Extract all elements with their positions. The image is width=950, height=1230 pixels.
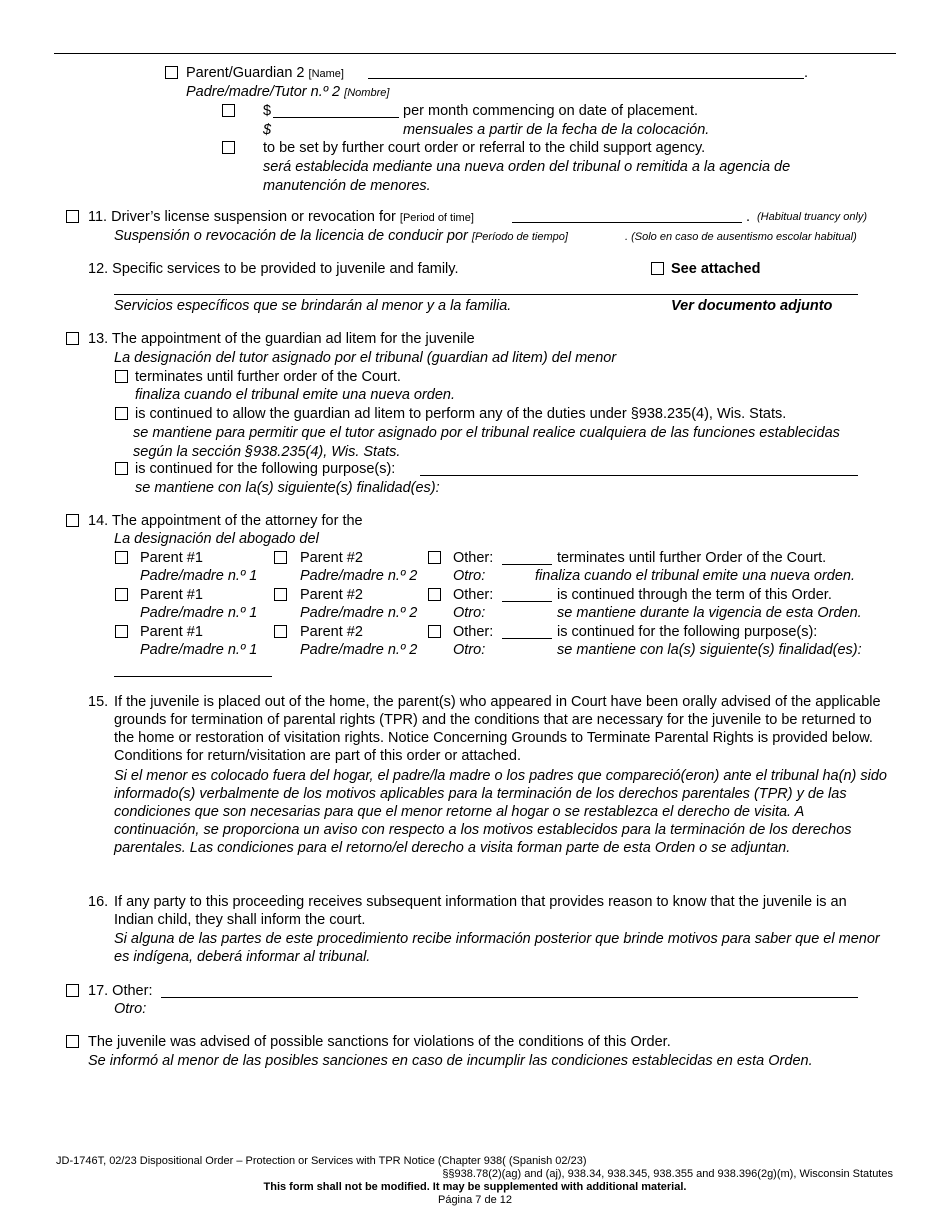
gal-continued-purpose-text-es: se mantiene con la(s) siguiente(s) finalidad(es):	[135, 480, 440, 496]
attorney-row3-parent2-label: Parent #2	[300, 624, 363, 640]
see-attached-label-es: Ver documento adjunto	[671, 298, 833, 314]
attorney-row2-other-line[interactable]	[502, 601, 552, 602]
attorney-purpose-line[interactable]	[114, 676, 272, 677]
attorney-row3-action: is continued for the following purpose(s):	[557, 624, 818, 640]
attorney-row2-other-label-es: Otro:	[453, 605, 486, 621]
item14-checkbox[interactable]	[66, 514, 79, 527]
attorney-row1-parent2-checkbox[interactable]	[274, 551, 287, 564]
attorney-row2-action-es: se mantiene durante la vigencia de esta Orden.	[557, 605, 862, 621]
attorney-row3-action-es: se mantiene con la(s) siguiente(s) finalidad(es):	[557, 642, 862, 658]
see-attached-label: See attached	[671, 261, 761, 277]
attorney-row3-other-checkbox[interactable]	[428, 625, 441, 638]
attorney-row1-action-es: finaliza cuando el tribunal emite una nueva orden.	[535, 568, 856, 584]
attorney-row3-parent2-checkbox[interactable]	[274, 625, 287, 638]
item11-checkbox[interactable]	[66, 210, 79, 223]
footer-statutes: §§938.78(2)(ag) and (aj), 938.34, 938.345, 938.355 and 938.396(2g)(m), Wisconsin Statutes	[442, 1168, 893, 1180]
item11-note-es: . (Solo en caso de ausentismo escolar habitual)	[625, 231, 857, 243]
attorney-row3-other-label: Other:	[453, 624, 494, 640]
set-by-order-text-es-1: será establecida mediante una nueva orden del tribunal o remitida a la agencia de	[263, 159, 791, 175]
parent2-label-es: Padre/madre/Tutor n.º 2 [Nombre]	[186, 84, 390, 100]
gal-terminates-text-es: finaliza cuando el tribunal emite una nueva orden.	[135, 387, 456, 403]
attorney-row2-parent2-label: Parent #2	[300, 587, 363, 603]
set-by-order-checkbox[interactable]	[222, 141, 235, 154]
parent2-checkbox[interactable]	[165, 66, 178, 79]
attorney-row3-other-line[interactable]	[502, 638, 552, 639]
item16-number: 16.	[88, 894, 109, 910]
footer-notice: This form shall not be modified. It may be supplemented with additional material.	[263, 1181, 687, 1193]
parent2-period: .	[804, 65, 809, 81]
gal-terminates-text: terminates until further order of the Court.	[135, 369, 401, 385]
item17-text: 17. Other:	[88, 983, 153, 999]
top-rule	[54, 53, 896, 54]
item11-dot: .	[746, 209, 751, 225]
attorney-row1-other-checkbox[interactable]	[428, 551, 441, 564]
item17-checkbox[interactable]	[66, 984, 79, 997]
item13-text-es: La designación del tutor asignado por el tribunal (guardian ad litem) del menor	[114, 350, 617, 366]
per-month-checkbox[interactable]	[222, 104, 235, 117]
attorney-row1-action: terminates until further Order of the Court.	[557, 550, 827, 566]
attorney-row2-parent1-checkbox[interactable]	[115, 588, 128, 601]
attorney-row2-parent1-label: Parent #1	[140, 587, 203, 603]
gal-continued-duties-text: is continued to allow the guardian ad litem to perform any of the duties under §938.235(4), Wis. Stats.	[135, 406, 787, 422]
item13-text: 13. The appointment of the guardian ad litem for the juvenile	[88, 331, 475, 347]
gal-continued-purpose-text: is continued for the following purpose(s):	[135, 461, 396, 477]
attorney-row2-other-label: Other:	[453, 587, 494, 603]
attorney-row1-parent1-label: Parent #1	[140, 550, 203, 566]
gal-continued-duties-text-es-2: según la sección §938.235(4), Wis. Stats.	[133, 444, 401, 460]
item15-number: 15.	[88, 694, 109, 710]
item12-text-es: Servicios específicos que se brindarán al menor y a la familia.	[114, 298, 512, 314]
per-month-dollar-es: $	[263, 122, 272, 138]
set-by-order-text-es-2: manutención de menores.	[263, 178, 431, 194]
attorney-row3-parent1-label: Parent #1	[140, 624, 203, 640]
attorney-row1-other-label: Other:	[453, 550, 494, 566]
attorney-row3-parent1-label-es: Padre/madre n.º 1	[140, 642, 258, 658]
gal-continued-duties-checkbox[interactable]	[115, 407, 128, 420]
attorney-row2-action: is continued through the term of this Order.	[557, 587, 832, 603]
footer-form-id: JD-1746T, 02/23 Dispositional Order – Protection or Services with TPR Notice (Chapter 938( (Spanish 02/23)	[56, 1155, 587, 1167]
footer-page-number: Página 7 de 12	[437, 1194, 512, 1206]
item11-text: 11. Driver’s license suspension or revocation for [Period of time]	[88, 209, 474, 225]
item15-text-es: Si el menor es colocado fuera del hogar, el padre/la madre o los padres que compareció(eron) ante el tribunal ha(n) sido informado(s) verbalmente de los motivos aplicables para la terminación de los derechos parentales (TPR) y de las condiciones que son necesarias para que el menor retorne al hogar o se restablezca el derecho de visita. A continuación, se proporciona un aviso con respecto a los motivos establecidos para la terminación de los derechos parentales. Las condiciones para el retorno/el derecho a visita forman parte de esta Orden o se adjuntan.	[114, 768, 887, 856]
set-by-order-text: to be set by further court order or referral to the child support agency.	[263, 140, 706, 156]
item11-note: (Habitual truancy only)	[757, 211, 868, 223]
see-attached-checkbox[interactable]	[651, 262, 664, 275]
sanctions-text-es: Se informó al menor de las posibles sanciones en caso de incumplir las condiciones establecidas en esta Orden.	[88, 1053, 813, 1069]
attorney-row1-other-line[interactable]	[502, 564, 552, 565]
per-month-amount-line[interactable]	[273, 117, 399, 118]
attorney-row2-parent1-label-es: Padre/madre n.º 1	[140, 605, 258, 621]
attorney-row2-parent2-label-es: Padre/madre n.º 2	[300, 605, 418, 621]
attorney-row1-parent2-label-es: Padre/madre n.º 2	[300, 568, 418, 584]
attorney-row3-parent2-label-es: Padre/madre n.º 2	[300, 642, 418, 658]
attorney-row1-other-label-es: Otro:	[453, 568, 486, 584]
item11-text-es: Suspensión o revocación de la licencia de conducir por [Período de tiempo]	[114, 228, 568, 244]
per-month-dollar: $	[263, 103, 272, 119]
gal-continued-purpose-checkbox[interactable]	[115, 462, 128, 475]
gal-purpose-line[interactable]	[420, 475, 858, 476]
item14-text-es: La designación del abogado del	[114, 531, 319, 547]
attorney-row1-parent2-label: Parent #2	[300, 550, 363, 566]
item12-services-line[interactable]	[114, 294, 858, 295]
sanctions-checkbox[interactable]	[66, 1035, 79, 1048]
parent2-name-line[interactable]	[368, 78, 804, 79]
item15-text: If the juvenile is placed out of the home, the parent(s) who appeared in Court have been orally advised of the applicable grounds for termination of parental rights (TPR) and the conditions that are necessary for the juvenile to be returned to the home or restoration of visitation rights. Notice Concerning Grounds to Terminate Parental Rights is provided below. Conditions for return/visitation are part of this order or attached.	[114, 694, 881, 764]
item13-checkbox[interactable]	[66, 332, 79, 345]
attorney-row3-other-label-es: Otro:	[453, 642, 486, 658]
item17-other-line[interactable]	[161, 997, 858, 998]
item11-period-line[interactable]	[512, 222, 742, 223]
item16-text: If any party to this proceeding receives subsequent information that provides reason to know that the juvenile is an Indian child, they shall inform the court.	[114, 894, 847, 928]
attorney-row1-parent1-label-es: Padre/madre n.º 1	[140, 568, 258, 584]
item12-text: 12. Specific services to be provided to juvenile and family.	[88, 261, 459, 277]
parent2-label: Parent/Guardian 2 [Name]	[186, 65, 344, 81]
item14-text: 14. The appointment of the attorney for the	[88, 513, 363, 529]
attorney-row1-parent1-checkbox[interactable]	[115, 551, 128, 564]
attorney-row2-other-checkbox[interactable]	[428, 588, 441, 601]
gal-continued-duties-text-es-1: se mantiene para permitir que el tutor asignado por el tribunal realice cualquiera de las funciones establecidas	[133, 425, 840, 441]
gal-terminates-checkbox[interactable]	[115, 370, 128, 383]
per-month-text: per month commencing on date of placement.	[403, 103, 698, 119]
item16-text-es: Si alguna de las partes de este procedimiento recibe información posterior que brinde motivos para saber que el menor es indígena, deberá informar al tribunal.	[114, 931, 880, 965]
attorney-row2-parent2-checkbox[interactable]	[274, 588, 287, 601]
attorney-row3-parent1-checkbox[interactable]	[115, 625, 128, 638]
sanctions-text: The juvenile was advised of possible sanctions for violations of the conditions of this Order.	[88, 1034, 671, 1050]
per-month-text-es: mensuales a partir de la fecha de la colocación.	[403, 122, 710, 138]
item17-text-es: Otro:	[114, 1001, 147, 1017]
